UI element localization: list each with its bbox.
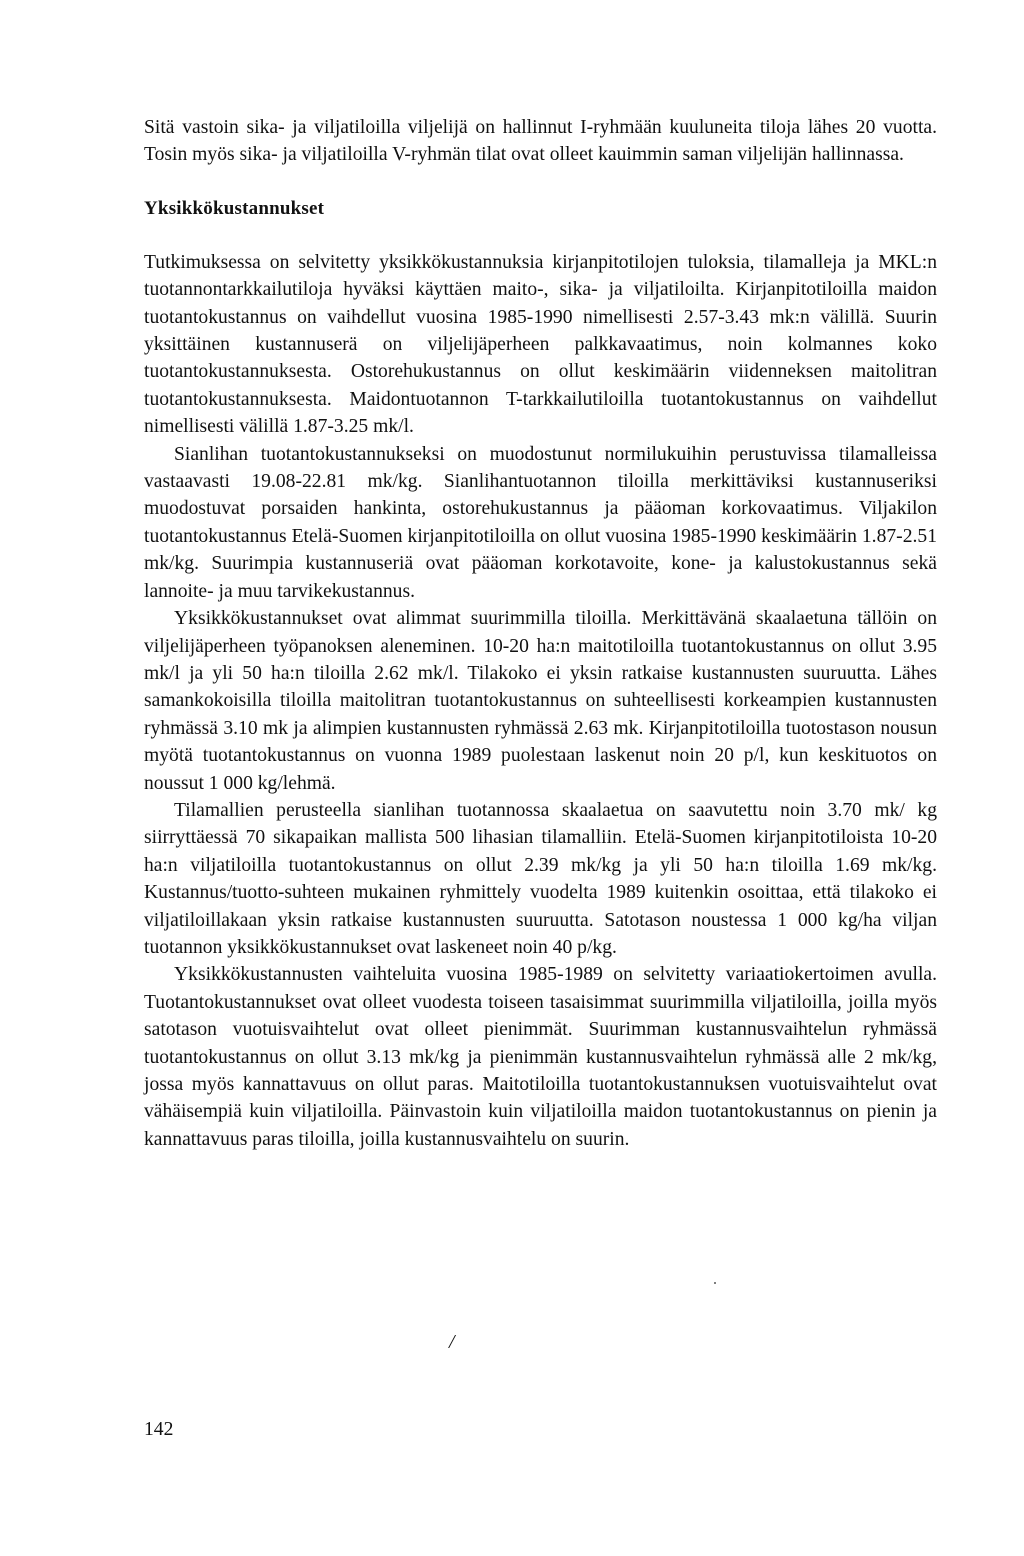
body-paragraph: Yksikkökustannukset ovat alimmat suurimmilla tiloilla. Merkittävänä skaalaetuna tällöin on viljelijäperheen työpanoksen aleneminen. 10-20 ha:n maitotiloilla tuotantokustannus on ollut 3.95 mk/l ja yli 50 ha:n tiloilla 2.62 mk/l. Tilakoko ei yksin ratkaise kustannusten suuruutta. Lähes samankokoisilla tiloilla maitolitran tuotantokustannus on suhteellisesti korkeampien kustannusten ryhmässä 3.10 mk ja alimpien kustannusten ryhmässä 2.63 mk. Kirjanpitotiloilla tuotostason nousun myötä tuotantokustannus on vuonna 1989 puolestaan laskenut noin 20 p/l, kun keskituotos on noussut 1 000 kg/lehmä.: [144, 608, 937, 794]
body-paragraph: Tutkimuksessa on selvitetty yksikkökustannuksia kirjanpitotilojen tuloksia, tilamalleja ja MKL:n tuotannontarkkailutiloja hyväksi käyttäen maito-, sika- ja viljatiloilta. Kirjanpitotiloilla maidon tuotantokustannus on vaihdellut vuosina 1985-1990 nimellisesti 2.57-3.43 mk:n välillä. Suurin yksittäinen kustannuserä on viljelijäperheen palkkavaatimus, noin kolmannes koko tuotantokustannuksesta. Ostorehukustannus on ollut keskimäärin viidenneksen maitolitran tuotantokustannuksesta. Maidontuotannon T-tarkkailutiloilla tuotantokustannus on vaihdellut nimellisesti välillä 1.87-3.25 mk/l.: [144, 251, 937, 438]
scan-speck: [714, 1282, 716, 1284]
intro-paragraph: Sitä vastoin sika- ja viljatiloilla viljelijä on hallinnut I-ryhmään kuuluneita tiloja lähes 20 vuotta. Tosin myös sika- ja viljatiloilla V-ryhmän tilat ovat olleet kauimmin saman viljelijän hallinnassa.: [144, 117, 937, 166]
page-number: 142: [144, 1419, 174, 1440]
stray-mark: /: [449, 1331, 455, 1353]
page-body: [144, 114, 937, 1153]
body-paragraph: Sianlihan tuotantokustannukseksi on muodostunut normilukuihin perustuvissa tilamalleissa vastaavasti 19.08-22.81 mk/kg. Sianlihantuotannon tiloilla merkittäviksi kustannuseriksi muodostuvat porsaiden hankinta, ostorehukustannus ja pääoman korkovaatimus. Viljakilon tuotantokustannus Etelä-Suomen kirjanpitotiloilla on ollut vuosina 1985-1990 keskimäärin 1.87-2.51 mk/kg. Suurimpia kustannuseriä ovat pääoman korkotavoite, kone- ja kalustokustannus sekä lannoite- ja muu tarvikekustannus.: [144, 443, 937, 602]
section-heading: Yksikkökustannukset: [144, 197, 325, 219]
body-paragraph: Tilamallien perusteella sianlihan tuotannossa skaalaetua on saavutettu noin 3.70 mk/ kg siirryttäessä 70 sikapaikan mallista 500 lihasian tilamalliin. Etelä-Suomen kirjanpitotiloista 10-20 ha:n viljatiloilla tuotantokustannus on ollut 2.39 mk/kg ja yli 50 ha:n tiloilla 1.69 mk/kg. Kustannus/tuotto-suhteen mukainen ryhmittely vuodelta 1989 kuitenkin osoittaa, että tilakoko ei viljatiloillakaan yksin ratkaise kustannusten suuruutta. Satotason noustessa 1 000 kg/ha viljan tuotannon yksikkökustannukset ovat laskeneet noin 40 p/kg.: [144, 799, 937, 958]
body-paragraph: Yksikkökustannusten vaihteluita vuosina 1985-1989 on selvitetty variaatiokertoimen avulla. Tuotantokustannukset ovat olleet vuodesta toiseen tasaisimmat suurimmilla viljatiloilla, joilla myös satotason vuotuisvaihtelut ovat olleet pienimmät. Suurimman kustannusvaihtelun ryhmässä tuotantokustannus on ollut 3.13 mk/kg ja pienimmän kustannusvaihtelun ryhmässä alle 2 mk/kg, jossa myös kannattavuus on ollut paras. Maitotiloilla tuotantokustannuksen vuotuisvaihtelut ovat vähäisempiä kuin viljatiloilla. Päinvastoin kuin viljatiloilla maidon tuotantokustannus on pienin ja kannattavuus paras tiloilla, joilla kustannusvaihtelu on suurin.: [144, 964, 937, 1150]
